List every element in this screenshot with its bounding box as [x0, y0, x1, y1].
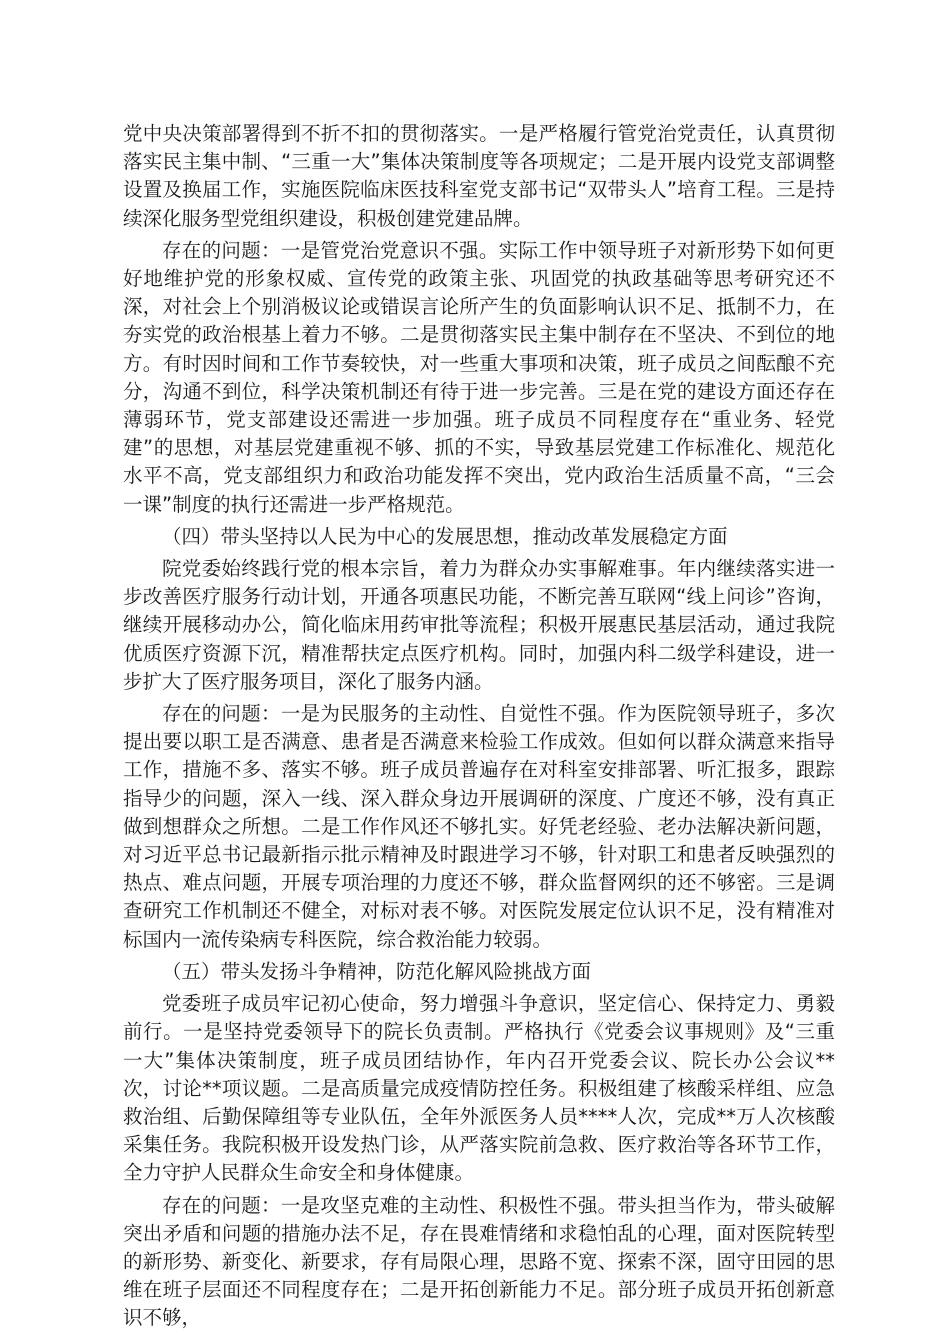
problems-paragraph: 存在的问题：一是为民服务的主动性、自觉性不强。作为医院领导班子，多次提出要以职工是否满意、患者是否满意来检验工作成效。但如何以群众满意来指导工作，措施不多、落实不够。班子成员普遍存在对科室安排部署、听汇报多，跟踪指导少的问题，深入一线、深入群众身边开展调研的深度、广度还不够，没有真正做到想群众之所想。二是工作作风还不够扎实。好凭老经验、老办法解决新问题，对习近平总书记最新指示批示精神及时跟进学习不够，针对职工和患者反映强烈的热点、难点问题，开展专项治理的力度还不够，群众监督网织的还不够密。三是调查研究工作机制还不健全，对标对表不够。对医院发展定位认识不足，没有精准对标国内一流传染病专科医院，综合救治能力较弱。 [123, 702, 835, 951]
body-paragraph: 党委班子成员牢记初心使命，努力增强斗争意识，坚定信心、保持定力、勇毅前行。一是坚持党委领导下的院长负责制。严格执行《党委会议事规则》及“三重一大”集体决策制度，班子成员团结协作，年内召开党委会议、院长办公会议**次，讨论**项议题。二是高质量完成疫情防控任务。积极组建了核酸采样组、应急救治组、后勤保障组等专业队伍，全年外派医务人员****人次，完成**万人次核酸采集任务。我院积极开设发热门诊，从严落实院前急救、医疗救治等各环节工作，全力守护人民群众生命安全和身体健康。 [123, 992, 835, 1185]
problems-paragraph: 存在的问题：一是管党治党意识不强。实际工作中领导班子对新形势下如何更好地维护党的形象权威、宣传党的政策主张、巩固党的执政基础等思考研究还不深，对社会上个别消极议论或错误言论所产生的负面影响认识不足、抵制不力，在夯实党的政治根基上着力不够。二是贯彻落实民主集中制存在不坚决、不到位的地方。有时因时间和工作节奏较快，对一些重大事项和决策，班子成员之间酝酿不充分，沟通不到位，科学决策机制还有待于进一步完善。三是在党的建设方面还存在薄弱环节，党支部建设还需进一步加强。班子成员不同程度存在“重业务、轻党建”的思想，对基层党建重视不够、抓的不实，导致基层党建工作标准化、规范化水平不高，党支部组织力和政治功能发挥不突出，党内政治生活质量不高，“三会一课”制度的执行还需进一步严格规范。 [123, 238, 835, 516]
section-heading: （四）带头坚持以人民为中心的发展思想，推动改革发展稳定方面 [162, 524, 728, 548]
body-paragraph: 党中央决策部署得到不折不扣的贯彻落实。一是严格履行管党治党责任，认真贯彻落实民主集中制、“三重一大”集体决策制度等各项规定；二是开展内设党支部调整设置及换届工作，实施医院临床医技科室党支部书记“双带头人”培育工程。三是持续深化服务型党组织建设，积极创建党建品牌。 [123, 122, 835, 230]
body-paragraph: 院党委始终践行党的根本宗旨，着力为群众办实事解难事。年内继续落实进一步改善医疗服务行动计划，开通各项惠民功能，不断完善互联网“线上问诊”咨询，继续开展移动办公，简化临床用药审批等流程；积极开展惠民基层活动，通过我院优质医疗资源下沉，精准帮扶定点医疗机构。同时，加强内科二级学科建设，进一步扩大了医疗服务项目，深化了服务内涵。 [123, 557, 835, 693]
problems-paragraph: 存在的问题：一是攻坚克难的主动性、积极性不强。带头担当作为，带头破解突出矛盾和问题的措施办法不足，存在畏难情绪和求稳怕乱的心理，面对医院转型的新形势、新变化、新要求，存有局限心理，思路不宽、探索不深，固守田园的思维在班子层面还不同程度存在；二是开拓创新能力不足。部分班子成员开拓创新意识不够， [123, 1193, 835, 1330]
section-heading: （五）带头发扬斗争精神，防范化解风险挑战方面 [162, 959, 592, 983]
document-page [123, 120, 835, 1337]
